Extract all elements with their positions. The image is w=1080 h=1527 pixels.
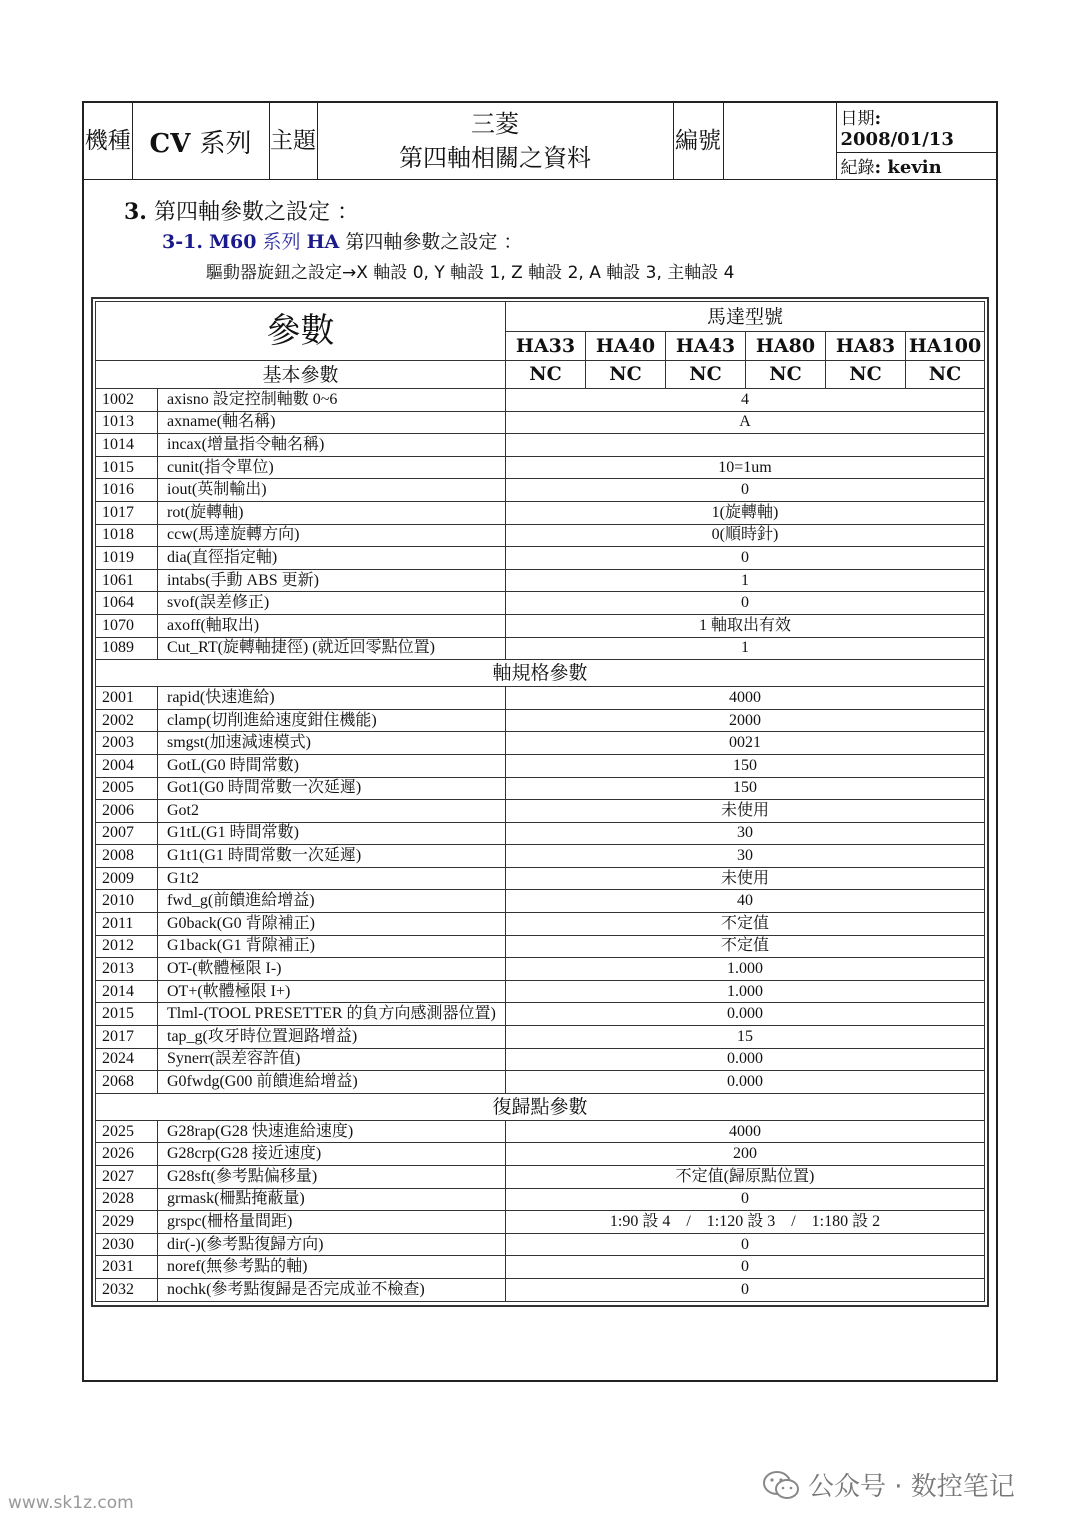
param-number: 2068 [96, 1071, 158, 1094]
param-number: 2002 [96, 709, 158, 732]
param-name: grmask(柵點掩蔽量) [158, 1188, 506, 1211]
param-number: 1016 [96, 479, 158, 502]
param-value: 150 [506, 754, 985, 777]
param-row [96, 867, 985, 890]
param-number: 1014 [96, 434, 158, 457]
param-number: 2003 [96, 732, 158, 755]
param-row [96, 935, 985, 958]
param-value: 1(旋轉軸) [506, 501, 985, 524]
param-name: tap_g(攻牙時位置迴路增益) [158, 1026, 506, 1049]
motor-model-sub: NC [746, 361, 826, 389]
param-name: incax(增量指令軸名稱) [158, 434, 506, 457]
param-name: axname(軸名稱) [158, 411, 506, 434]
param-value: 0.000 [506, 1003, 985, 1026]
motor-model-name: HA80 [746, 332, 826, 361]
param-name: Tlml-(TOOL PRESETTER 的負方向感測器位置) [158, 1003, 506, 1026]
param-row [96, 1166, 985, 1189]
param-row [96, 1188, 985, 1211]
param-number: 2031 [96, 1256, 158, 1279]
param-row [96, 456, 985, 479]
param-value: 0 [506, 1256, 985, 1279]
param-name: Got2 [158, 800, 506, 823]
motor-model-name: HA83 [826, 332, 906, 361]
param-number: 1002 [96, 389, 158, 412]
param-number: 2025 [96, 1120, 158, 1143]
param-name: fwd_g(前饋進給增益) [158, 890, 506, 913]
param-row [96, 709, 985, 732]
param-value: 0(順時針) [506, 524, 985, 547]
motor-model-name: HA40 [586, 332, 666, 361]
param-name: G0back(G0 背隙補正) [158, 913, 506, 936]
param-value: 1.000 [506, 980, 985, 1003]
param-row [96, 1143, 985, 1166]
param-number: 2029 [96, 1211, 158, 1234]
param-value: 0 [506, 1233, 985, 1256]
param-name: intabs(手動 ABS 更新) [158, 569, 506, 592]
param-name: svof(誤差修正) [158, 592, 506, 615]
motor-model-name: HA33 [506, 332, 586, 361]
param-name: nochk(參考點復歸是否完成並不檢查) [158, 1278, 506, 1301]
param-name: dia(直徑指定軸) [158, 547, 506, 570]
param-number: 1064 [96, 592, 158, 615]
motor-model-sub: NC [906, 361, 985, 389]
param-name: G28crp(G28 接近速度) [158, 1143, 506, 1166]
subject-line2: 第四軸相關之資料 [399, 144, 591, 172]
param-row [96, 569, 985, 592]
param-row [96, 1071, 985, 1094]
subject-value [317, 103, 673, 180]
param-row [96, 614, 985, 637]
param-value: 0021 [506, 732, 985, 755]
group-header: 復歸點參數 [96, 1093, 985, 1120]
param-value: 不定值(歸原點位置) [506, 1166, 985, 1189]
param-value: 30 [506, 845, 985, 868]
param-value: 15 [506, 1026, 985, 1049]
param-number: 2032 [96, 1278, 158, 1301]
param-number: 2028 [96, 1188, 158, 1211]
param-number: 1070 [96, 614, 158, 637]
param-name: ccw(馬達旋轉方向) [158, 524, 506, 547]
param-row [96, 913, 985, 936]
motor-model-sub: NC [506, 361, 586, 389]
param-value: 未使用 [506, 867, 985, 890]
wechat-watermark [762, 1466, 1015, 1503]
param-name: G28sft(參考點偏移量) [158, 1166, 506, 1189]
param-name: axoff(軸取出) [158, 614, 506, 637]
param-name: OT+(軟體極限 I+) [158, 980, 506, 1003]
param-row [96, 890, 985, 913]
param-row [96, 1003, 985, 1026]
param-name: OT-(軟體極限 I-) [158, 958, 506, 981]
param-value: 150 [506, 777, 985, 800]
param-number: 2005 [96, 777, 158, 800]
param-value: 不定值 [506, 913, 985, 936]
param-row [96, 1256, 985, 1279]
parameter-table [95, 301, 985, 1302]
document-frame [82, 101, 998, 1382]
param-value: 1 [506, 637, 985, 660]
param-name: Synerr(誤差容許值) [158, 1048, 506, 1071]
param-row [96, 1026, 985, 1049]
param-value: A [506, 411, 985, 434]
param-value: 不定值 [506, 935, 985, 958]
param-value: 0 [506, 1278, 985, 1301]
series-value: CV 系列 [132, 103, 269, 180]
param-number: 1089 [96, 637, 158, 660]
number-label: 編號 [673, 103, 723, 180]
param-row [96, 547, 985, 570]
param-row [96, 501, 985, 524]
param-value: 0 [506, 1188, 985, 1211]
param-row [96, 524, 985, 547]
param-row [96, 389, 985, 412]
param-name: cunit(指令單位) [158, 456, 506, 479]
param-name: dir(-)(參考點復歸方向) [158, 1233, 506, 1256]
param-number: 1013 [96, 411, 158, 434]
param-value: 2000 [506, 709, 985, 732]
param-name: rot(旋轉軸) [158, 501, 506, 524]
param-value: 0.000 [506, 1071, 985, 1094]
param-name: clamp(切削進給速度鉗住機能) [158, 709, 506, 732]
param-row [96, 732, 985, 755]
header-table [84, 103, 996, 180]
param-row [96, 822, 985, 845]
param-number: 2010 [96, 890, 158, 913]
site-watermark: www.sk1z.com [8, 1493, 134, 1513]
subsection-title: 3-1. M60 系列 HA 第四軸參數之設定 ： [162, 231, 523, 253]
param-name: G1t1(G1 時間常數一次延遲) [158, 845, 506, 868]
param-name: GotL(G0 時間常數) [158, 754, 506, 777]
param-value [506, 434, 985, 457]
param-value: 0 [506, 547, 985, 570]
param-row [96, 1048, 985, 1071]
param-number: 1061 [96, 569, 158, 592]
param-number: 2006 [96, 800, 158, 823]
param-row [96, 845, 985, 868]
param-value: 30 [506, 822, 985, 845]
param-row [96, 687, 985, 710]
motor-model-header: 馬達型號 [506, 302, 985, 332]
record-cell: 紀錄: kevin [836, 152, 996, 179]
param-number: 2004 [96, 754, 158, 777]
param-number: 2001 [96, 687, 158, 710]
param-value: 1:90 設 4 / 1:120 設 3 / 1:180 設 2 [506, 1211, 985, 1234]
param-header: 參數 [96, 302, 506, 361]
param-name: axisno 設定控制軸數 0~6 [158, 389, 506, 412]
param-row [96, 434, 985, 457]
param-value: 10=1um [506, 456, 985, 479]
motor-model-name: HA43 [666, 332, 746, 361]
motor-model-sub: NC [826, 361, 906, 389]
param-row [96, 1233, 985, 1256]
param-row [96, 800, 985, 823]
param-number: 2011 [96, 913, 158, 936]
param-value: 40 [506, 890, 985, 913]
param-name: grspc(柵格量間距) [158, 1211, 506, 1234]
param-name: G0fwdg(G00 前饋進給增益) [158, 1071, 506, 1094]
param-number: 1017 [96, 501, 158, 524]
param-name: G28rap(G28 快速進給速度) [158, 1120, 506, 1143]
subject-line1: 三菱 [471, 110, 519, 138]
param-value: 200 [506, 1143, 985, 1166]
param-row [96, 479, 985, 502]
param-value: 0 [506, 592, 985, 615]
param-row [96, 411, 985, 434]
param-number: 2015 [96, 1003, 158, 1026]
param-name: iout(英制輸出) [158, 479, 506, 502]
param-number: 2024 [96, 1048, 158, 1071]
param-row [96, 1278, 985, 1301]
param-number: 2013 [96, 958, 158, 981]
param-name: Cut_RT(旋轉軸捷徑) (就近回零點位置) [158, 637, 506, 660]
parameter-table-frame [91, 297, 989, 1307]
param-name: G1tL(G1 時間常數) [158, 822, 506, 845]
number-value [723, 103, 836, 180]
param-number: 2014 [96, 980, 158, 1003]
subject-label: 主題 [269, 103, 317, 180]
param-name: noref(無參考點的軸) [158, 1256, 506, 1279]
wechat-text: 公众号 · 数控笔记 [808, 1472, 1015, 1502]
wechat-icon [762, 1470, 800, 1500]
param-value: 4000 [506, 687, 985, 710]
param-row [96, 1120, 985, 1143]
motor-model-name: HA100 [906, 332, 985, 361]
param-name: smgst(加速減速模式) [158, 732, 506, 755]
motor-model-sub: NC [586, 361, 666, 389]
param-value: 0.000 [506, 1048, 985, 1071]
param-number: 2012 [96, 935, 158, 958]
param-number: 1019 [96, 547, 158, 570]
basic-param-header: 基本參數 [96, 361, 506, 389]
param-row [96, 980, 985, 1003]
date-cell: 日期: 2008/01/13 [836, 103, 996, 152]
param-name: G1t2 [158, 867, 506, 890]
param-number: 2008 [96, 845, 158, 868]
param-number: 2027 [96, 1166, 158, 1189]
param-value: 1 軸取出有效 [506, 614, 985, 637]
param-value: 0 [506, 479, 985, 502]
param-row [96, 637, 985, 660]
param-row [96, 777, 985, 800]
motor-model-sub: NC [666, 361, 746, 389]
param-number: 2026 [96, 1143, 158, 1166]
param-number: 2009 [96, 867, 158, 890]
param-name: Got1(G0 時間常數一次延遲) [158, 777, 506, 800]
type-label: 機種 [84, 103, 132, 180]
param-value: 1.000 [506, 958, 985, 981]
param-number: 1018 [96, 524, 158, 547]
param-name: rapid(快速進給) [158, 687, 506, 710]
param-row [96, 754, 985, 777]
section-title: 3. 第四軸參數之設定 ： [124, 199, 359, 225]
param-value: 未使用 [506, 800, 985, 823]
group-header: 軸規格參數 [96, 660, 985, 687]
param-number: 2007 [96, 822, 158, 845]
param-number: 1015 [96, 456, 158, 479]
param-value: 1 [506, 569, 985, 592]
param-row [96, 958, 985, 981]
param-value: 4 [506, 389, 985, 412]
param-row [96, 1211, 985, 1234]
param-number: 2030 [96, 1233, 158, 1256]
param-row [96, 592, 985, 615]
param-number: 2017 [96, 1026, 158, 1049]
param-value: 4000 [506, 1120, 985, 1143]
drive-setting-note: 驅動器旋鈕之設定→X 軸設 0, Y 軸設 1, Z 軸設 2, A 軸設 3, 主軸設 4 [206, 263, 735, 283]
param-name: G1back(G1 背隙補正) [158, 935, 506, 958]
